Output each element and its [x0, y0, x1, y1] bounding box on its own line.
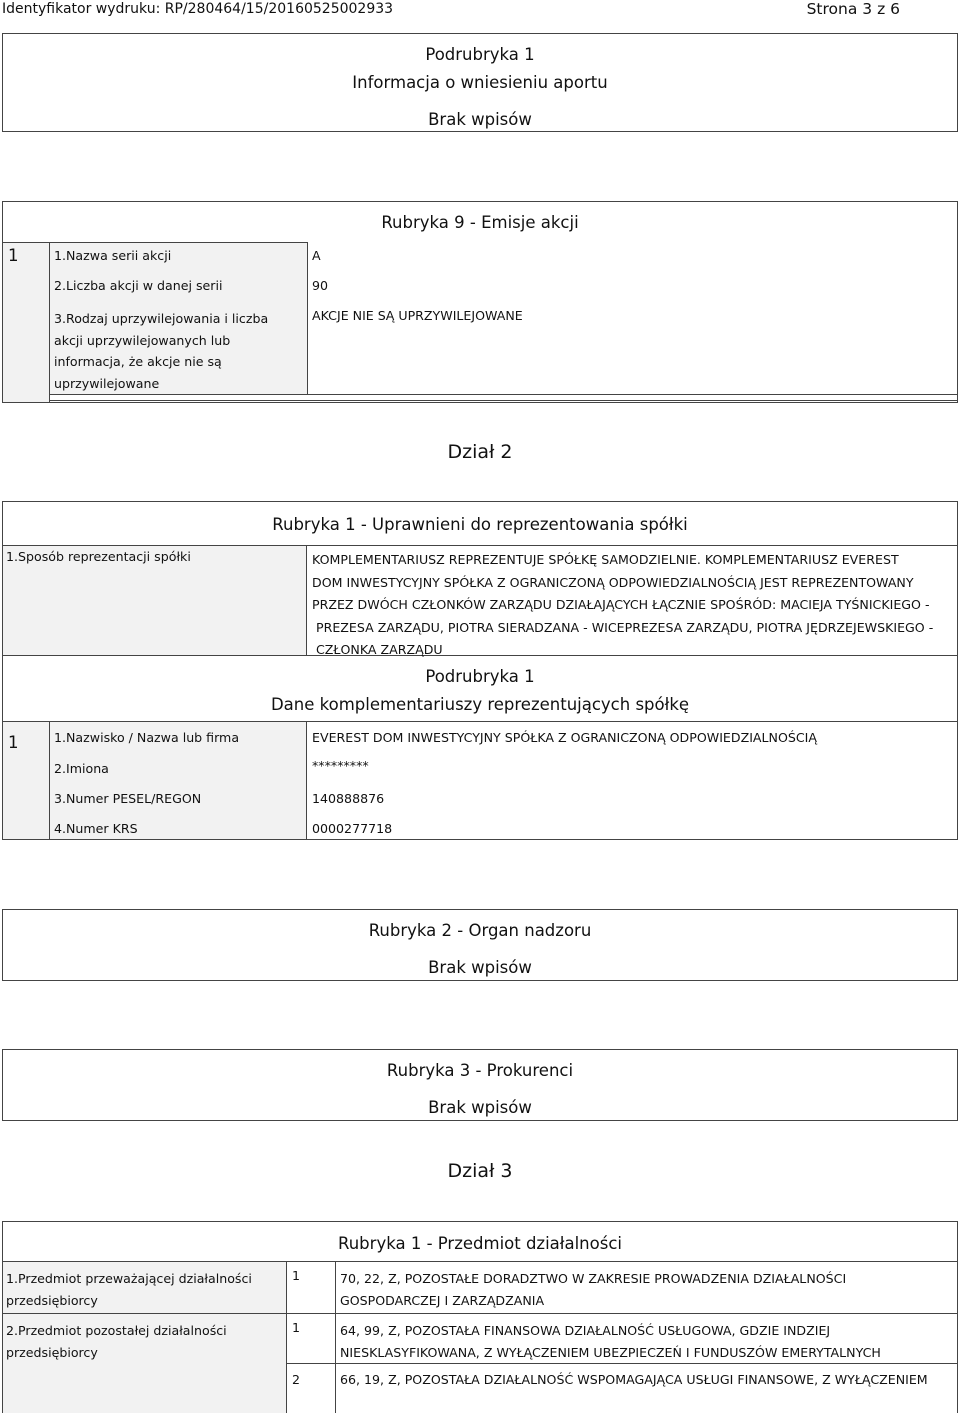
organ-nadzoru-title: Rubryka 2 - Organ nadzoru	[368, 921, 592, 940]
przedmiot-pozostaly-value-1: 64, 99, Z, POZOSTAŁA FINANSOWA DZIAŁALNOŚĆ USŁUGOWA, GDZIE INDZIEJ NIESKLASYFIKOWANA, Z WYŁĄCZENIEM UBEZPIECZEŃ I FUNDUSZÓW EMERYTALNYCH	[340, 1323, 881, 1360]
krs-label: 4.Numer KRS	[54, 821, 138, 836]
print-identifier: Identyfikator wydruku: RP/280464/15/20160525002933	[2, 1, 394, 17]
krs-value: 0000277718	[312, 821, 393, 836]
przedmiot-pozostaly-label: 2.Przedmiot pozostałej działalności przedsiębiorcy	[6, 1323, 227, 1360]
aport-title: Informacja o wniesieniu aportu	[352, 73, 608, 92]
sposob-line: DOM INWESTYCYJNY SPÓŁKA Z OGRANICZONĄ ODPOWIEDZIALNOŚCIĄ JEST REPREZENTOWANY	[312, 574, 914, 590]
reprezentacja-title: Rubryka 1 - Uprawnieni do reprezentowania spółki	[272, 515, 688, 534]
emisje-akcji-title: Rubryka 9 - Emisje akcji	[381, 213, 579, 232]
sposob-line: KOMPLEMENTARIUSZ REPREZENTUJE SPÓŁKĘ SAMODZIELNIE. KOMPLEMENTARIUSZ EVEREST	[312, 552, 899, 567]
sposob-reprezentacji-label: 1.Sposób reprezentacji spółki	[6, 549, 191, 564]
liczba-akcji-label: 2.Liczba akcji w danej serii	[54, 278, 223, 293]
aport-subheading: Podrubryka 1	[425, 45, 535, 64]
dzial-2-heading: Dział 2	[447, 441, 513, 463]
przedmiot-przewazajacy-label: 1.Przedmiot przeważającej działalności przedsiębiorcy	[6, 1271, 252, 1308]
przedmiot-pozostaly-num-2: 2	[292, 1372, 301, 1387]
imiona-label: 2.Imiona	[54, 761, 109, 776]
dzial-3-heading: Dział 3	[447, 1160, 513, 1182]
sposob-line: PRZEZ DWÓCH CZŁONKÓW ZARZĄDU DZIAŁAJĄCYCH ŁĄCZNIE SPOŚRÓD: MACIEJA TYŚNICKIEGO -	[312, 597, 930, 612]
przedmiot-pozostaly-value-2: 66, 19, Z, POZOSTAŁA DZIAŁALNOŚĆ WSPOMAGAJĄCA USŁUGI FINANSOWE, Z WYŁĄCZENIEM	[340, 1372, 928, 1387]
uprzywilejowanie-value: AKCJE NIE SĄ UPRZYWILEJOWANE	[312, 308, 523, 323]
seria-value: A	[312, 248, 321, 263]
uprzywilejowanie-label: 3.Rodzaj uprzywilejowania i liczba akcji uprzywilejowanych lub informacja, że akcje nie są uprzywilejowane	[54, 311, 269, 391]
przedmiot-przewazajacy-value: 70, 22, Z, POZOSTAŁE DORADZTWO W ZAKRESIE PROWADZENIA DZIAŁALNOŚCI GOSPODARCZEJ I ZARZĄDZANIA	[340, 1271, 847, 1308]
emisja-index: 1	[8, 246, 19, 265]
komplementariusz-index: 1	[8, 733, 19, 752]
komplementariusze-title: Dane komplementariuszy reprezentujących spółkę	[270, 695, 690, 714]
sposob-line: CZŁONKA ZARZĄDU	[316, 642, 443, 657]
seria-label: 1.Nazwa serii akcji	[54, 248, 172, 263]
imiona-value: *********	[312, 758, 369, 773]
sposob-reprezentacji-value	[312, 549, 958, 662]
nazwisko-value: EVEREST DOM INWESTYCYJNY SPÓŁKA Z OGRANICZONĄ ODPOWIEDZIALNOŚCIĄ	[312, 730, 817, 745]
przedmiot-przewazajacy-num: 1	[292, 1268, 301, 1283]
pesel-value: 140888876	[312, 791, 385, 806]
sposob-line: PREZESA ZARZĄDU, PIOTRA SIERADZANA - WICEPREZESA ZARZĄDU, PIOTRA JĘDRZEJEWSKIEGO -	[316, 619, 934, 635]
aport-empty-note: Brak wpisów	[428, 110, 532, 129]
nazwisko-label: 1.Nazwisko / Nazwa lub firma	[54, 730, 240, 745]
przedmiot-pozostaly-num-1: 1	[292, 1320, 301, 1335]
komplementariusze-subheading: Podrubryka 1	[425, 667, 535, 686]
pesel-label: 3.Numer PESEL/REGON	[54, 791, 202, 806]
prokurenci-empty-note: Brak wpisów	[428, 1098, 532, 1117]
organ-nadzoru-empty-note: Brak wpisów	[428, 958, 532, 977]
page-number: Strona 3 z 6	[806, 0, 900, 18]
liczba-akcji-value: 90	[312, 278, 329, 293]
przedmiot-dzialalnosci-title: Rubryka 1 - Przedmiot działalności	[338, 1234, 622, 1253]
prokurenci-title: Rubryka 3 - Prokurenci	[386, 1061, 574, 1080]
